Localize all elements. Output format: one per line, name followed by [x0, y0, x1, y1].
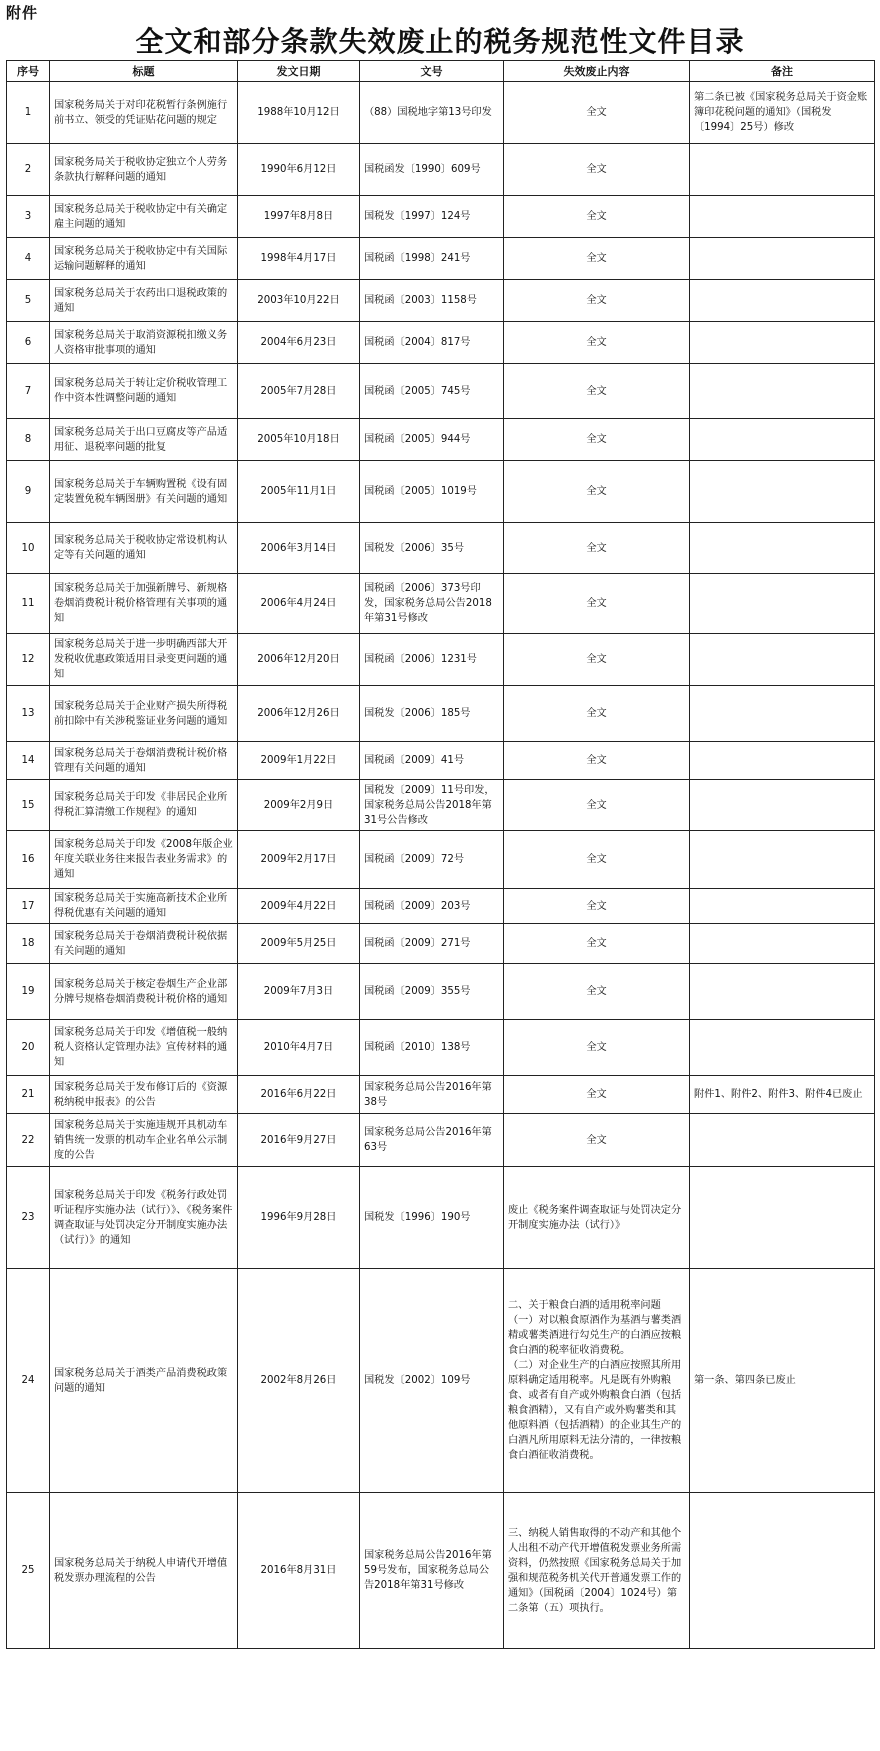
cell-no: 7 — [7, 364, 50, 419]
cell-no: 9 — [7, 461, 50, 523]
cell-note — [690, 634, 875, 686]
cell-note — [690, 523, 875, 574]
cell-note — [690, 1493, 875, 1649]
cell-note — [690, 574, 875, 634]
cell-doc-no: 国税发〔2002〕109号 — [360, 1269, 504, 1493]
scope-line: （二）对企业生产的白酒应按照其所用原料确定适用税率。凡是既有外购粮食、或者有自产或外购粮食白酒（包括粮食酒精），又有自产或外购薯类和其他原料酒（包括酒精）的企业其生产的白酒凡所用原料无法分清的，一律按粮食白酒征收消费税。 — [508, 1360, 682, 1461]
table-body — [7, 82, 875, 1649]
cell-title: 国家税务总局关于卷烟消费税计税价格管理有关问题的通知 — [50, 742, 238, 780]
cell-date: 2005年10月18日 — [238, 419, 360, 461]
cell-no: 21 — [7, 1076, 50, 1114]
cell-scope: 全文 — [504, 419, 690, 461]
cell-no: 11 — [7, 574, 50, 634]
cell-no: 25 — [7, 1493, 50, 1649]
cell-doc-no: 国家税务总局公告2016年第38号 — [360, 1076, 504, 1114]
cell-no: 1 — [7, 82, 50, 144]
cell-doc-no: 国税函〔2009〕41号 — [360, 742, 504, 780]
cell-title: 国家税务总局关于进一步明确西部大开发税收优惠政策适用目录变更问题的通知 — [50, 634, 238, 686]
cell-date: 2009年5月25日 — [238, 924, 360, 964]
cell-note — [690, 419, 875, 461]
cell-note — [690, 144, 875, 196]
cell-date: 2016年8月31日 — [238, 1493, 360, 1649]
document-table — [6, 60, 875, 1649]
cell-doc-no: 国税函〔2003〕1158号 — [360, 280, 504, 322]
cell-title: 国家税务总局关于转让定价税收管理工作中资本性调整问题的通知 — [50, 364, 238, 419]
cell-note: 附件1、附件2、附件3、附件4已废止 — [690, 1076, 875, 1114]
cell-no: 22 — [7, 1114, 50, 1167]
cell-doc-no: 国税函〔2004〕817号 — [360, 322, 504, 364]
table-row — [7, 144, 875, 196]
cell-date: 2010年4月7日 — [238, 1020, 360, 1076]
table-row — [7, 1167, 875, 1269]
cell-title: 国家税务总局关于纳税人申请代开增值税发票办理流程的公告 — [50, 1493, 238, 1649]
cell-doc-no: 国税函〔2005〕745号 — [360, 364, 504, 419]
table-row — [7, 419, 875, 461]
cell-no: 12 — [7, 634, 50, 686]
cell-scope: 全文 — [504, 364, 690, 419]
cell-no: 19 — [7, 964, 50, 1020]
cell-scope: 全文 — [504, 964, 690, 1020]
cell-date: 2009年2月9日 — [238, 780, 360, 831]
table-row — [7, 364, 875, 419]
cell-title: 国家税务总局关于加强新牌号、新规格卷烟消费税计税价格管理有关事项的通知 — [50, 574, 238, 634]
cell-note: 第二条已被《国家税务总局关于资金账簿印花税问题的通知》（国税发〔1994〕25号）修改 — [690, 82, 875, 144]
cell-date: 1990年6月12日 — [238, 144, 360, 196]
cell-date: 2005年11月1日 — [238, 461, 360, 523]
cell-date: 2005年7月28日 — [238, 364, 360, 419]
cell-title: 国家税务总局关于企业财产损失所得税前扣除中有关涉税鉴证业务问题的通知 — [50, 686, 238, 742]
cell-no: 10 — [7, 523, 50, 574]
cell-note — [690, 280, 875, 322]
cell-doc-no: 国税函〔1998〕241号 — [360, 238, 504, 280]
cell-date: 2003年10月22日 — [238, 280, 360, 322]
cell-scope: 全文 — [504, 238, 690, 280]
cell-note — [690, 461, 875, 523]
cell-doc-no: （88）国税地字第13号印发 — [360, 82, 504, 144]
cell-title: 国家税务总局关于农药出口退税政策的通知 — [50, 280, 238, 322]
table-row — [7, 523, 875, 574]
cell-doc-no: 国税函〔2005〕1019号 — [360, 461, 504, 523]
column-header-date: 发文日期 — [238, 61, 360, 82]
cell-doc-no: 国税函〔2009〕203号 — [360, 889, 504, 924]
cell-doc-no: 国税发〔2006〕185号 — [360, 686, 504, 742]
table-row — [7, 686, 875, 742]
column-header-scope: 失效废止内容 — [504, 61, 690, 82]
cell-note — [690, 831, 875, 889]
cell-note — [690, 1020, 875, 1076]
table-row — [7, 780, 875, 831]
cell-scope: 全文 — [504, 686, 690, 742]
cell-scope: 全文 — [504, 889, 690, 924]
cell-scope: 全文 — [504, 196, 690, 238]
table-row — [7, 238, 875, 280]
cell-scope: 全文 — [504, 924, 690, 964]
table-row — [7, 634, 875, 686]
table-row — [7, 831, 875, 889]
cell-doc-no: 国税函〔2010〕138号 — [360, 1020, 504, 1076]
cell-note — [690, 322, 875, 364]
cell-doc-no: 国税函〔2005〕944号 — [360, 419, 504, 461]
cell-date: 1997年8月8日 — [238, 196, 360, 238]
cell-date: 2016年6月22日 — [238, 1076, 360, 1114]
cell-title: 国家税务总局关于实施高新技术企业所得税优惠有关问题的通知 — [50, 889, 238, 924]
table-row — [7, 1020, 875, 1076]
cell-note — [690, 1114, 875, 1167]
cell-scope: 全文 — [504, 574, 690, 634]
cell-doc-no: 国税函〔2009〕72号 — [360, 831, 504, 889]
cell-doc-no: 国家税务总局公告2016年第59号发布，国家税务总局公告2018年第31号修改 — [360, 1493, 504, 1649]
cell-date: 1996年9月28日 — [238, 1167, 360, 1269]
table-row — [7, 82, 875, 144]
cell-no: 16 — [7, 831, 50, 889]
table-row — [7, 322, 875, 364]
cell-title: 国家税务总局关于印发《税务行政处罚听证程序实施办法（试行）》、《税务案件调查取证与处罚决定分开制度实施办法（试行）》的通知 — [50, 1167, 238, 1269]
cell-title: 国家税务总局关于税收协定中有关确定雇主问题的通知 — [50, 196, 238, 238]
table-row — [7, 889, 875, 924]
cell-no: 6 — [7, 322, 50, 364]
cell-scope: 全文 — [504, 144, 690, 196]
table-row — [7, 1076, 875, 1114]
table-row — [7, 1114, 875, 1167]
cell-date: 1988年10月12日 — [238, 82, 360, 144]
cell-title: 国家税务总局关于出口豆腐皮等产品适用征、退税率问题的批复 — [50, 419, 238, 461]
cell-scope: 全文 — [504, 1076, 690, 1114]
cell-no: 13 — [7, 686, 50, 742]
cell-note: 第一条、第四条已废止 — [690, 1269, 875, 1493]
table-row — [7, 196, 875, 238]
page-title: 全文和部分条款失效废止的税务规范性文件目录 — [135, 25, 745, 58]
attachment-label: 附件 — [6, 4, 39, 22]
cell-note — [690, 924, 875, 964]
cell-scope: 全文 — [504, 322, 690, 364]
cell-note — [690, 780, 875, 831]
table-row — [7, 924, 875, 964]
cell-title: 国家税务总局关于实施违规开具机动车销售统一发票的机动车企业名单公示制度的公告 — [50, 1114, 238, 1167]
cell-no: 17 — [7, 889, 50, 924]
cell-scope: 全文 — [504, 780, 690, 831]
cell-doc-no: 国家税务总局公告2016年第63号 — [360, 1114, 504, 1167]
cell-doc-no: 国税发〔2006〕35号 — [360, 523, 504, 574]
cell-scope: 全文 — [504, 280, 690, 322]
cell-title: 国家税务局关于对印花税暂行条例施行前书立、领受的凭证贴花问题的规定 — [50, 82, 238, 144]
cell-date: 2006年3月14日 — [238, 523, 360, 574]
cell-note — [690, 889, 875, 924]
cell-scope: 废止《税务案件调查取证与处罚决定分开制度实施办法（试行）》 — [504, 1167, 690, 1269]
cell-date: 2004年6月23日 — [238, 322, 360, 364]
scope-line: （一）对以粮食原酒作为基酒与薯类酒精或薯类酒进行勾兑生产的白酒应按粮食白酒的税率征收消费税。 — [508, 1315, 682, 1356]
cell-doc-no: 国税发〔1996〕190号 — [360, 1167, 504, 1269]
cell-title: 国家税务总局关于卷烟消费税计税依据有关问题的通知 — [50, 924, 238, 964]
cell-no: 8 — [7, 419, 50, 461]
cell-date: 2009年1月22日 — [238, 742, 360, 780]
cell-scope: 全文 — [504, 82, 690, 144]
cell-no: 24 — [7, 1269, 50, 1493]
cell-title: 国家税务总局关于印发《增值税一般纳税人资格认定管理办法》宣传材料的通知 — [50, 1020, 238, 1076]
table-row — [7, 280, 875, 322]
table-row — [7, 461, 875, 523]
cell-note — [690, 742, 875, 780]
cell-note — [690, 1167, 875, 1269]
column-header-title: 标题 — [50, 61, 238, 82]
cell-scope — [504, 1269, 690, 1493]
cell-title: 国家税务总局关于核定卷烟生产企业部分牌号规格卷烟消费税计税价格的通知 — [50, 964, 238, 1020]
cell-date: 2009年4月22日 — [238, 889, 360, 924]
cell-doc-no: 国税函〔2009〕271号 — [360, 924, 504, 964]
cell-date: 2016年9月27日 — [238, 1114, 360, 1167]
cell-date: 2006年12月26日 — [238, 686, 360, 742]
cell-note — [690, 196, 875, 238]
cell-title: 国家税务总局关于印发《2008年版企业年度关联业务往来报告表业务需求》的通知 — [50, 831, 238, 889]
column-header-doc-no: 文号 — [360, 61, 504, 82]
table-row — [7, 574, 875, 634]
cell-scope: 三、纳税人销售取得的不动产和其他个人出租不动产代开增值税发票业务所需资料，仍然按照《国家税务总局关于加强和规范税务机关代开普通发票工作的通知》（国税函〔2004〕1024号）第二条第（五）项执行。 — [504, 1493, 690, 1649]
cell-no: 3 — [7, 196, 50, 238]
table-row — [7, 1493, 875, 1649]
cell-title: 国家税务局关于税收协定独立个人劳务条款执行解释问题的通知 — [50, 144, 238, 196]
cell-doc-no: 国税发〔2009〕11号印发，国家税务总局公告2018年第31号公告修改 — [360, 780, 504, 831]
column-header-note: 备注 — [690, 61, 875, 82]
cell-scope: 全文 — [504, 742, 690, 780]
cell-title: 国家税务总局关于发布修订后的《资源税纳税申报表》的公告 — [50, 1076, 238, 1114]
cell-doc-no: 国税函发〔1990〕609号 — [360, 144, 504, 196]
cell-scope: 全文 — [504, 523, 690, 574]
cell-date: 2002年8月26日 — [238, 1269, 360, 1493]
cell-title: 国家税务总局关于税收协定常设机构认定等有关问题的通知 — [50, 523, 238, 574]
table-row — [7, 1269, 875, 1493]
cell-doc-no: 国税函〔2006〕1231号 — [360, 634, 504, 686]
cell-no: 2 — [7, 144, 50, 196]
table-row — [7, 742, 875, 780]
scope-line: 二、关于粮食白酒的适用税率问题 — [508, 1300, 661, 1311]
cell-no: 5 — [7, 280, 50, 322]
cell-note — [690, 238, 875, 280]
cell-no: 14 — [7, 742, 50, 780]
cell-doc-no: 国税函〔2006〕373号印发，国家税务总局公告2018年第31号修改 — [360, 574, 504, 634]
cell-no: 18 — [7, 924, 50, 964]
cell-date: 2006年4月24日 — [238, 574, 360, 634]
cell-date: 2009年7月3日 — [238, 964, 360, 1020]
cell-note — [690, 364, 875, 419]
cell-scope: 全文 — [504, 1114, 690, 1167]
cell-note — [690, 686, 875, 742]
cell-title: 国家税务总局关于印发《非居民企业所得税汇算清缴工作规程》的通知 — [50, 780, 238, 831]
cell-no: 23 — [7, 1167, 50, 1269]
table-row — [7, 964, 875, 1020]
cell-scope: 全文 — [504, 634, 690, 686]
table-header-row — [7, 61, 875, 82]
cell-scope: 全文 — [504, 461, 690, 523]
cell-doc-no: 国税函〔2009〕355号 — [360, 964, 504, 1020]
column-header-no: 序号 — [7, 61, 50, 82]
cell-note — [690, 964, 875, 1020]
cell-date: 2006年12月20日 — [238, 634, 360, 686]
cell-scope: 全文 — [504, 831, 690, 889]
cell-no: 4 — [7, 238, 50, 280]
cell-title: 国家税务总局关于酒类产品消费税政策问题的通知 — [50, 1269, 238, 1493]
cell-no: 15 — [7, 780, 50, 831]
cell-title: 国家税务总局关于车辆购置税《设有固定装置免税车辆图册》有关问题的通知 — [50, 461, 238, 523]
cell-title: 国家税务总局关于取消资源税扣缴义务人资格审批事项的通知 — [50, 322, 238, 364]
cell-date: 1998年4月17日 — [238, 238, 360, 280]
cell-doc-no: 国税发〔1997〕124号 — [360, 196, 504, 238]
cell-date: 2009年2月17日 — [238, 831, 360, 889]
cell-title: 国家税务总局关于税收协定中有关国际运输问题解释的通知 — [50, 238, 238, 280]
cell-no: 20 — [7, 1020, 50, 1076]
cell-scope: 全文 — [504, 1020, 690, 1076]
